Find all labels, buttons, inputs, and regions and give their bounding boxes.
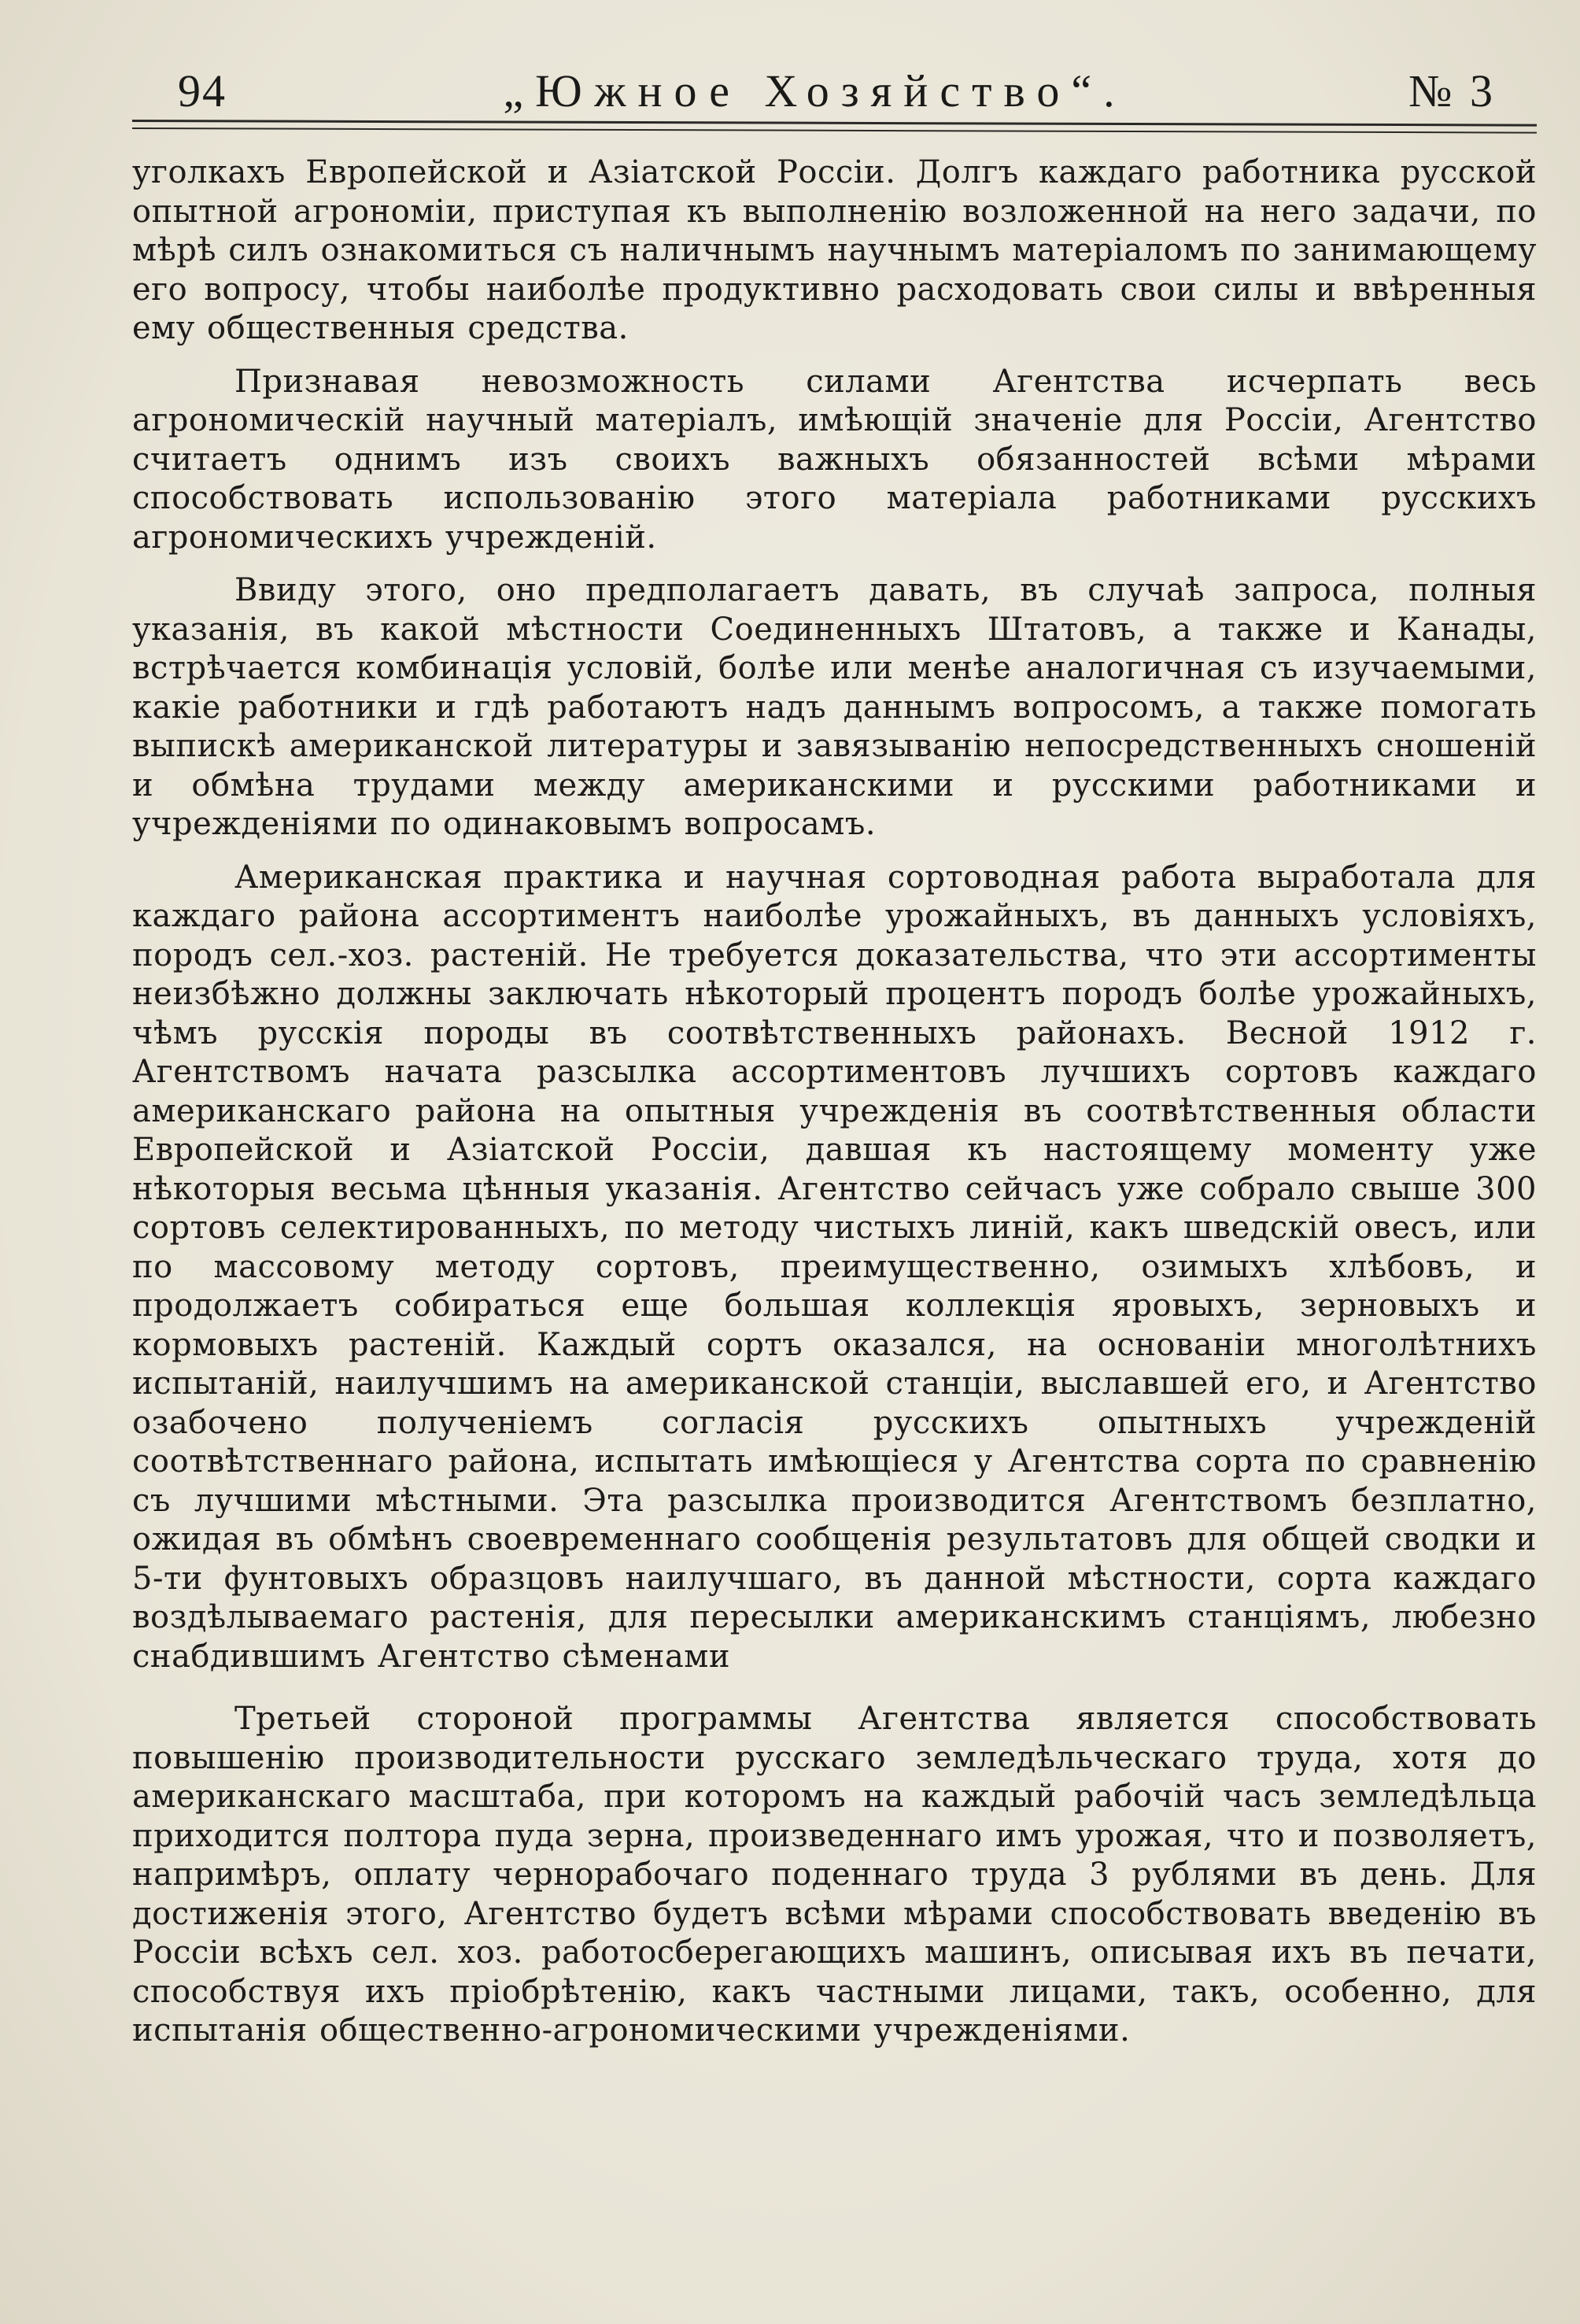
journal-title: „Южное Хозяйство“. (503, 65, 1127, 116)
paragraph-5: Третьей стороной программы Агентства является способствовать повышенію производительности русскаго земледѣльческаго труда, хотя до американскаго масштаба, при которомъ на каждый рабочій часъ земледѣльца приходится полтора пуда зерна, произведеннаго имъ урожая, что и позволяетъ, напримѣръ, оплату чернорабочаго поденнаго труда 3 рублями въ день. Для достиженія этого, Агентство будетъ всѣми мѣрами способствовать введенію въ Россіи всѣхъ сел. хоз. работосберегающихъ машинъ, описывая ихъ въ печати, способствуя ихъ пріобрѣтенію, какъ частными лицами, такъ, особенно, для испытанія общественно-агрономическими учрежденіями. (132, 1701, 1537, 2049)
paragraph-4: Американская практика и научная сортоводная работа выработала для каждаго района ассортиментъ наиболѣе урожайныхъ, въ данныхъ условіяхъ, породъ сел.-хоз. растеній. Не требуется доказательства, что эти ассортименты неизбѣжно должны заключать нѣкоторый процентъ породъ болѣе урожайныхъ, чѣмъ русскія породы въ соотвѣтственныхъ районахъ. Весной 1912 г. Агентствомъ начата разсылка ассортиментовъ лучшихъ сортовъ каждаго американскаго района на опытныя учрежденія въ соотвѣтственныя области Европейской и Азіатской Россіи, давшая къ настоящему моменту уже нѣкоторыя весьма цѣнныя указанія. Агентство сейчасъ уже собрало свыше 300 сортовъ селектированныхъ, по методу чистыхъ линій, какъ шведскій овесъ, или по массовому методу сортовъ, преимущественно, озимыхъ хлѣбовъ, и продолжаетъ собираться еще большая коллекція яровыхъ, зерновыхъ и кормовыхъ растеній. Каждый сортъ оказался, на основаніи многолѣтнихъ испытаній, наилучшимъ на американской станціи, выславшей его, и Агентство озабочено полученіемъ согласія русскихъ опытныхъ учрежденій соотвѣтственнаго района, испытать имѣющіеся у Агентства сорта по сравненію съ лучшими мѣстными. Эта разсылка производится Агентствомъ безплатно, ожидая въ обмѣнъ своевременнаго сообщенія результатовъ для общей сводки и 5-ти фунтовыхъ образцовъ наилучшаго, въ данной мѣстности, сорта каждаго воздѣлываемаго растенія, для пересылки американскимъ станціямъ, любезно снабдившимъ Агентство сѣменами (132, 859, 1537, 1675)
issue-number: № 3 (1408, 65, 1496, 116)
article-body (132, 153, 1537, 2065)
page-header (132, 55, 1497, 126)
header-rule-bottom (132, 127, 1537, 134)
paragraph-2: Признавая невозможность силами Агентства исчерпать весь агрономическій научный матеріалъ, имѣющій значеніе для Россіи, Агентство считаетъ однимъ изъ своихъ важныхъ обязанностей всѣми мѣрами способствовать использованію этого матеріала работниками русскихъ агрономическихъ учрежденій. (132, 363, 1537, 556)
paragraph-1: уголкахъ Европейской и Азіатской Россіи. Долгъ каждаго работника русской опытной агрономіи, приступая къ выполненію возложенной на него задачи, по мѣрѣ силъ ознакомиться съ наличнымъ научнымъ матеріаломъ по занимающему его вопросу, чтобы наиболѣе продуктивно расходовать свои силы и ввѣренныя ему общественныя средства. (132, 154, 1537, 346)
page-number: 94 (178, 65, 227, 116)
paragraph-3: Ввиду этого, оно предполагаетъ давать, въ случаѣ запроса, полныя указанія, въ какой мѣстности Соединенныхъ Штатовъ, а также и Канады, встрѣчается комбинація условій, болѣе или менѣе аналогичная съ изучаемыми, какіе работники и гдѣ работаютъ надъ даннымъ вопросомъ, а также помогать выпискѣ американской литературы и завязыванію непосредственныхъ сношеній и обмѣна трудами между американскими и русскими работниками и учрежденіями по одинаковымъ вопросамъ. (132, 572, 1537, 842)
